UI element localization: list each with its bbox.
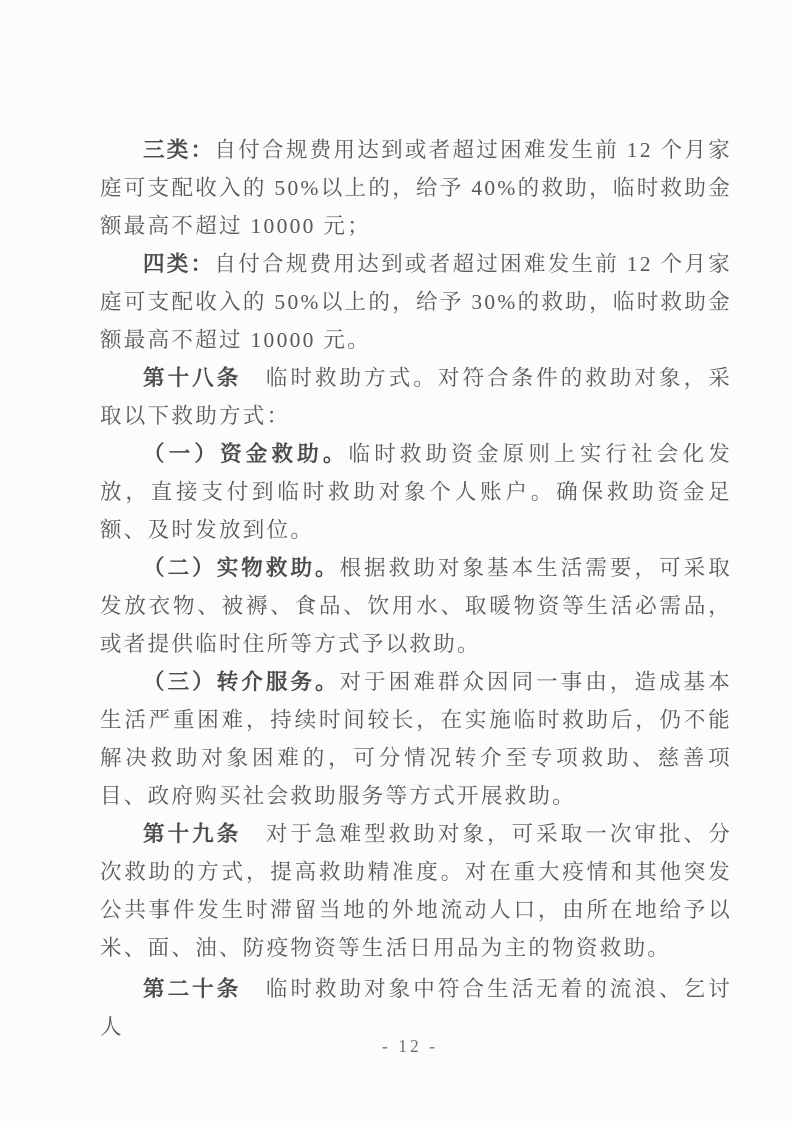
- para-item-1-cash-aid-text: 临时救助资金原则上实行社会化发放，直接支付到临时救助对象个人账户。确保救助资金足额、及时发放到位。: [100, 442, 732, 542]
- para-article-18: [100, 359, 732, 435]
- para-item-2-inkind-aid-text: 根据救助对象基本生活需要，可采取发放衣物、被褥、食品、饮用水、取暖物资等生活必需品，或者提供临时住所等方式予以救助。: [100, 556, 732, 656]
- para-article-19-label: 第十九条: [143, 822, 242, 846]
- para-article-20: [100, 970, 732, 1046]
- para-article-18-label: 第十八条: [143, 366, 242, 390]
- para-item-1-cash-aid-label: （一）资金救助。: [143, 442, 349, 466]
- document-body: [100, 131, 732, 1046]
- para-article-19-text: 对于急难型救助对象，可采取一次审批、分次救助的方式，提高救助精准度。对在重大疫情和其他突发公共事件发生时滞留当地的外地流动人口，由所在地给予以米、面、油、防疫物资等生活日用品为主的物资救助。: [100, 822, 732, 960]
- para-category-four: [100, 245, 732, 359]
- para-item-1-cash-aid: [100, 435, 732, 549]
- para-category-three-text: 自付合规费用达到或者超过困难发生前 12 个月家庭可支配收入的 50%以上的，给予 40%的救助，临时救助金额最高不超过 10000 元；: [100, 138, 732, 238]
- page-number: - 12 -: [382, 1036, 438, 1056]
- para-category-three-label: 三类：: [143, 138, 215, 162]
- para-category-three: [100, 131, 732, 245]
- para-item-3-referral-service: [100, 663, 732, 815]
- para-item-2-inkind-aid: [100, 549, 732, 663]
- para-item-2-inkind-aid-label: （二）实物救助。: [143, 556, 340, 580]
- para-item-3-referral-service-label: （三）转介服务。: [143, 670, 340, 694]
- para-category-four-text: 自付合规费用达到或者超过困难发生前 12 个月家庭可支配收入的 50%以上的，给予 30%的救助，临时救助金额最高不超过 10000 元。: [100, 252, 732, 352]
- para-category-four-label: 四类：: [143, 252, 215, 276]
- para-article-18-text: 临时救助方式。对符合条件的救助对象，采取以下救助方式：: [100, 366, 732, 428]
- para-article-20-text: 临时救助对象中符合生活无着的流浪、乞讨人: [100, 977, 732, 1039]
- para-article-19: [100, 815, 732, 967]
- para-article-20-label: 第二十条: [143, 977, 242, 1001]
- para-item-3-referral-service-text: 对于困难群众因同一事由，造成基本生活严重困难，持续时间较长，在实施临时救助后，仍不能解决救助对象困难的，可分情况转介至专项救助、慈善项目、政府购买社会救助服务等方式开展救助。: [100, 670, 732, 808]
